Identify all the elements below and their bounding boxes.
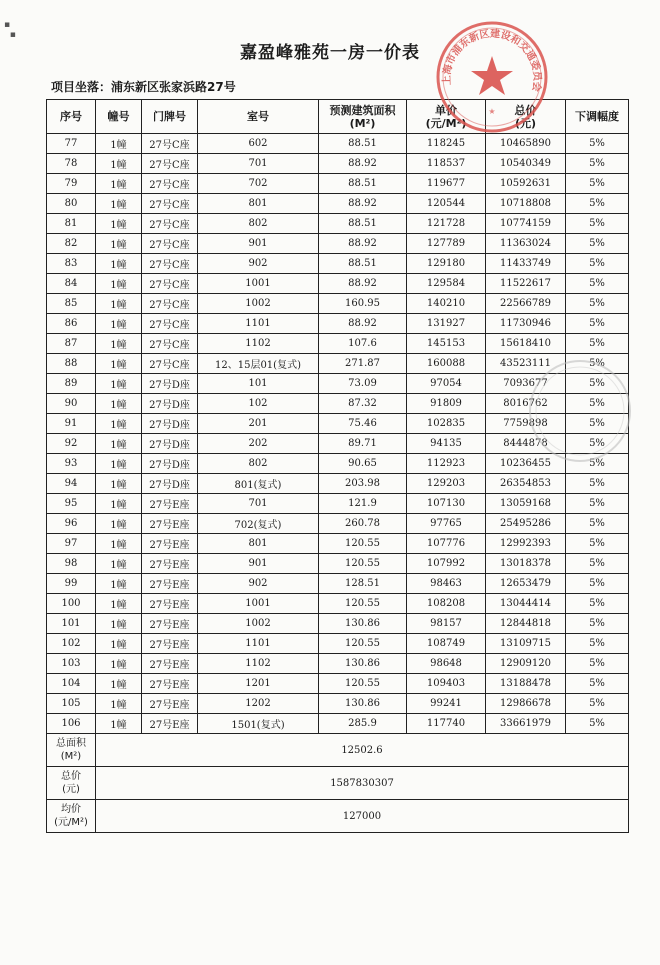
table-row	[47, 234, 629, 254]
discount-cell: 5%	[566, 354, 629, 374]
building-cell: 1幢	[96, 614, 142, 634]
serial-cell: 77	[47, 134, 96, 154]
serial-cell: 95	[47, 494, 96, 514]
serial-cell: 93	[47, 454, 96, 474]
discount-cell: 5%	[566, 394, 629, 414]
svg-text:上海市浦东新区建设和交通委员会: 上海市浦东新区建设和交通委员会	[441, 28, 543, 93]
serial-cell: 87	[47, 334, 96, 354]
unit-price-cell: 112923	[407, 454, 486, 474]
area-cell: 89.71	[319, 434, 407, 454]
serial-cell: 82	[47, 234, 96, 254]
unit-price-cell: 119677	[407, 174, 486, 194]
total-price-cell: 12986678	[486, 694, 566, 714]
table-row	[47, 214, 629, 234]
unit-price-cell: 107776	[407, 534, 486, 554]
serial-cell: 100	[47, 594, 96, 614]
unit-price-cell: 121728	[407, 214, 486, 234]
unit-price-cell: 129584	[407, 274, 486, 294]
door-number-cell: 27号C座	[142, 154, 198, 174]
building-cell: 1幢	[96, 254, 142, 274]
door-number-cell: 27号D座	[142, 454, 198, 474]
discount-cell: 5%	[566, 274, 629, 294]
building-cell: 1幢	[96, 714, 142, 734]
serial-cell: 106	[47, 714, 96, 734]
door-number-cell: 27号E座	[142, 534, 198, 554]
building-cell: 1幢	[96, 514, 142, 534]
room-cell: 902	[198, 574, 319, 594]
total-price-cell: 13109715	[486, 634, 566, 654]
building-cell: 1幢	[96, 554, 142, 574]
total-price-cell: 12992393	[486, 534, 566, 554]
unit-price-cell: 131927	[407, 314, 486, 334]
door-number-cell: 27号D座	[142, 474, 198, 494]
room-cell: 802	[198, 214, 319, 234]
table-row	[47, 254, 629, 274]
area-cell: 120.55	[319, 674, 407, 694]
unit-price-cell: 102835	[407, 414, 486, 434]
area-cell: 107.6	[319, 334, 407, 354]
unit-price-cell: 98648	[407, 654, 486, 674]
room-cell: 102	[198, 394, 319, 414]
building-cell: 1幢	[96, 674, 142, 694]
table-row	[47, 714, 629, 734]
discount-cell: 5%	[566, 674, 629, 694]
door-number-cell: 27号C座	[142, 314, 198, 334]
discount-cell: 5%	[566, 234, 629, 254]
door-number-cell: 27号C座	[142, 174, 198, 194]
area-cell: 88.92	[319, 234, 407, 254]
table-row	[47, 294, 629, 314]
area-cell: 88.92	[319, 194, 407, 214]
official-seal-icon	[433, 18, 551, 136]
serial-cell: 88	[47, 354, 96, 374]
table-row	[47, 534, 629, 554]
table-row	[47, 574, 629, 594]
serial-cell: 84	[47, 274, 96, 294]
table-row	[47, 614, 629, 634]
unit-price-cell: 160088	[407, 354, 486, 374]
door-number-cell: 27号C座	[142, 334, 198, 354]
building-cell: 1幢	[96, 314, 142, 334]
total-price-cell: 11433749	[486, 254, 566, 274]
total-price-cell: 7759898	[486, 414, 566, 434]
door-number-cell: 27号C座	[142, 274, 198, 294]
door-number-cell: 27号D座	[142, 394, 198, 414]
summary-value: 1587830307	[96, 767, 629, 800]
area-cell: 203.98	[319, 474, 407, 494]
area-cell: 130.86	[319, 614, 407, 634]
total-price-cell: 10465890	[486, 134, 566, 154]
area-cell: 88.51	[319, 174, 407, 194]
unit-price-cell: 120544	[407, 194, 486, 214]
table-row	[47, 674, 629, 694]
area-cell: 120.55	[319, 594, 407, 614]
area-cell: 75.46	[319, 414, 407, 434]
room-cell: 802	[198, 454, 319, 474]
unit-price-cell: 109403	[407, 674, 486, 694]
building-cell: 1幢	[96, 454, 142, 474]
building-cell: 1幢	[96, 234, 142, 254]
serial-cell: 104	[47, 674, 96, 694]
unit-price-cell: 129180	[407, 254, 486, 274]
unit-price-cell: 117740	[407, 714, 486, 734]
total-price-cell: 10540349	[486, 154, 566, 174]
door-number-cell: 27号E座	[142, 714, 198, 734]
door-number-cell: 27号E座	[142, 654, 198, 674]
door-number-cell: 27号E座	[142, 574, 198, 594]
room-cell: 602	[198, 134, 319, 154]
unit-price-cell: 97765	[407, 514, 486, 534]
discount-cell: 5%	[566, 654, 629, 674]
unit-price-cell: 107992	[407, 554, 486, 574]
faint-seal-icon	[525, 356, 635, 466]
door-number-cell: 27号C座	[142, 294, 198, 314]
summary-label: 总价 (元)	[47, 767, 96, 800]
door-number-cell: 27号D座	[142, 434, 198, 454]
door-number-cell: 27号E座	[142, 674, 198, 694]
unit-price-cell: 91809	[407, 394, 486, 414]
table-row	[47, 594, 629, 614]
area-cell: 88.92	[319, 154, 407, 174]
column-header: 室号	[198, 100, 319, 134]
area-cell: 120.55	[319, 554, 407, 574]
area-cell: 90.65	[319, 454, 407, 474]
table-row	[47, 474, 629, 494]
area-cell: 88.92	[319, 274, 407, 294]
total-price-cell: 13044414	[486, 594, 566, 614]
table-row	[47, 514, 629, 534]
table-row	[47, 154, 629, 174]
door-number-cell: 27号E座	[142, 634, 198, 654]
total-price-cell: 11522617	[486, 274, 566, 294]
room-cell: 12、15层01(复式)	[198, 354, 319, 374]
building-cell: 1幢	[96, 434, 142, 454]
total-price-cell: 8016762	[486, 394, 566, 414]
discount-cell: 5%	[566, 454, 629, 474]
unit-price-cell: 98157	[407, 614, 486, 634]
total-price-cell: 10592631	[486, 174, 566, 194]
page-title: 嘉盈峰雅苑一房一价表	[240, 43, 420, 63]
building-cell: 1幢	[96, 694, 142, 714]
unit-price-cell: 98463	[407, 574, 486, 594]
building-cell: 1幢	[96, 274, 142, 294]
room-cell: 702	[198, 174, 319, 194]
room-cell: 701	[198, 494, 319, 514]
unit-price-cell: 145153	[407, 334, 486, 354]
unit-price-cell: 108208	[407, 594, 486, 614]
summary-label: 总面积 (M²)	[47, 734, 96, 767]
table-row	[47, 694, 629, 714]
building-cell: 1幢	[96, 574, 142, 594]
total-price-cell: 11363024	[486, 234, 566, 254]
room-cell: 1001	[198, 594, 319, 614]
unit-price-cell: 94135	[407, 434, 486, 454]
summary-row	[47, 800, 629, 833]
room-cell: 801	[198, 534, 319, 554]
table-row	[47, 654, 629, 674]
discount-cell: 5%	[566, 434, 629, 454]
area-cell: 160.95	[319, 294, 407, 314]
discount-cell: 5%	[566, 154, 629, 174]
price-table	[46, 99, 629, 833]
room-cell: 1002	[198, 294, 319, 314]
building-cell: 1幢	[96, 294, 142, 314]
total-price-cell: 43523111	[486, 354, 566, 374]
building-cell: 1幢	[96, 534, 142, 554]
discount-cell: 5%	[566, 474, 629, 494]
table-row	[47, 554, 629, 574]
discount-cell: 5%	[566, 314, 629, 334]
unit-price-cell: 118537	[407, 154, 486, 174]
building-cell: 1幢	[96, 494, 142, 514]
total-price-cell: 13059168	[486, 494, 566, 514]
serial-cell: 99	[47, 574, 96, 594]
door-number-cell: 27号D座	[142, 414, 198, 434]
summary-value: 127000	[96, 800, 629, 833]
total-price-cell: 11730946	[486, 314, 566, 334]
building-cell: 1幢	[96, 154, 142, 174]
table-row	[47, 314, 629, 334]
discount-cell: 5%	[566, 694, 629, 714]
serial-cell: 86	[47, 314, 96, 334]
discount-cell: 5%	[566, 494, 629, 514]
building-cell: 1幢	[96, 334, 142, 354]
serial-cell: 80	[47, 194, 96, 214]
discount-cell: 5%	[566, 194, 629, 214]
column-header: 预测建筑面积 (M²)	[319, 100, 407, 134]
door-number-cell: 27号E座	[142, 514, 198, 534]
area-cell: 120.55	[319, 634, 407, 654]
building-cell: 1幢	[96, 374, 142, 394]
area-cell: 88.51	[319, 134, 407, 154]
room-cell: 101	[198, 374, 319, 394]
serial-cell: 78	[47, 154, 96, 174]
table-row	[47, 274, 629, 294]
discount-cell: 5%	[566, 414, 629, 434]
building-cell: 1幢	[96, 214, 142, 234]
total-price-cell: 7093677	[486, 374, 566, 394]
building-cell: 1幢	[96, 634, 142, 654]
discount-cell: 5%	[566, 534, 629, 554]
total-price-cell: 22566789	[486, 294, 566, 314]
column-header: 序号	[47, 100, 96, 134]
unit-price-cell: 97054	[407, 374, 486, 394]
serial-cell: 102	[47, 634, 96, 654]
column-header: 幢号	[96, 100, 142, 134]
discount-cell: 5%	[566, 714, 629, 734]
discount-cell: 5%	[566, 634, 629, 654]
door-number-cell: 27号D座	[142, 374, 198, 394]
discount-cell: 5%	[566, 294, 629, 314]
unit-price-cell: 107130	[407, 494, 486, 514]
door-number-cell: 27号E座	[142, 614, 198, 634]
summary-row	[47, 734, 629, 767]
serial-cell: 96	[47, 514, 96, 534]
building-cell: 1幢	[96, 394, 142, 414]
room-cell: 202	[198, 434, 319, 454]
total-price-cell: 13018378	[486, 554, 566, 574]
building-cell: 1幢	[96, 354, 142, 374]
column-header: 下调幅度	[566, 100, 629, 134]
building-cell: 1幢	[96, 654, 142, 674]
serial-cell: 101	[47, 614, 96, 634]
discount-cell: 5%	[566, 554, 629, 574]
unit-price-cell: 118245	[407, 134, 486, 154]
room-cell: 201	[198, 414, 319, 434]
serial-cell: 92	[47, 434, 96, 454]
discount-cell: 5%	[566, 574, 629, 594]
discount-cell: 5%	[566, 594, 629, 614]
room-cell: 1201	[198, 674, 319, 694]
area-cell: 285.9	[319, 714, 407, 734]
area-cell: 121.9	[319, 494, 407, 514]
total-price-cell: 12844818	[486, 614, 566, 634]
total-price-cell: 12653479	[486, 574, 566, 594]
serial-cell: 91	[47, 414, 96, 434]
unit-price-cell: 108749	[407, 634, 486, 654]
room-cell: 901	[198, 234, 319, 254]
door-number-cell: 27号E座	[142, 694, 198, 714]
total-price-cell: 10718808	[486, 194, 566, 214]
room-cell: 902	[198, 254, 319, 274]
discount-cell: 5%	[566, 374, 629, 394]
serial-cell: 79	[47, 174, 96, 194]
building-cell: 1幢	[96, 594, 142, 614]
door-number-cell: 27号C座	[142, 254, 198, 274]
scan-specks: ▪ ▪	[4, 20, 16, 40]
serial-cell: 89	[47, 374, 96, 394]
discount-cell: 5%	[566, 214, 629, 234]
unit-price-cell: 140210	[407, 294, 486, 314]
table-row	[47, 634, 629, 654]
building-cell: 1幢	[96, 474, 142, 494]
project-location: 项目坐落：浦东新区张家浜路27号	[51, 80, 236, 94]
room-cell: 801(复式)	[198, 474, 319, 494]
door-number-cell: 27号C座	[142, 234, 198, 254]
table-row	[47, 334, 629, 354]
table-row	[47, 174, 629, 194]
serial-cell: 83	[47, 254, 96, 274]
serial-cell: 105	[47, 694, 96, 714]
summary-label: 均价 (元/M²)	[47, 800, 96, 833]
total-price-cell: 13188478	[486, 674, 566, 694]
area-cell: 120.55	[319, 534, 407, 554]
total-price-cell: 8444878	[486, 434, 566, 454]
discount-cell: 5%	[566, 254, 629, 274]
area-cell: 128.51	[319, 574, 407, 594]
table-row	[47, 494, 629, 514]
discount-cell: 5%	[566, 514, 629, 534]
column-header: 总价 (元)	[486, 100, 566, 134]
room-cell: 1102	[198, 654, 319, 674]
area-cell: 271.87	[319, 354, 407, 374]
table-row	[47, 134, 629, 154]
door-number-cell: 27号C座	[142, 214, 198, 234]
area-cell: 73.09	[319, 374, 407, 394]
door-number-cell: 27号C座	[142, 194, 198, 214]
area-cell: 87.32	[319, 394, 407, 414]
room-cell: 1101	[198, 314, 319, 334]
door-number-cell: 27号C座	[142, 354, 198, 374]
area-cell: 88.51	[319, 214, 407, 234]
total-price-cell: 10774159	[486, 214, 566, 234]
total-price-cell: 12909120	[486, 654, 566, 674]
area-cell: 88.92	[319, 314, 407, 334]
summary-value: 12502.6	[96, 734, 629, 767]
summary-row	[47, 767, 629, 800]
column-header: 单价 (元/M²)	[407, 100, 486, 134]
unit-price-cell: 127789	[407, 234, 486, 254]
area-cell: 260.78	[319, 514, 407, 534]
serial-cell: 85	[47, 294, 96, 314]
building-cell: 1幢	[96, 134, 142, 154]
room-cell: 1101	[198, 634, 319, 654]
discount-cell: 5%	[566, 134, 629, 154]
door-number-cell: 27号C座	[142, 134, 198, 154]
building-cell: 1幢	[96, 174, 142, 194]
serial-cell: 98	[47, 554, 96, 574]
total-price-cell: 15618410	[486, 334, 566, 354]
serial-cell: 94	[47, 474, 96, 494]
discount-cell: 5%	[566, 614, 629, 634]
room-cell: 1501(复式)	[198, 714, 319, 734]
room-cell: 1002	[198, 614, 319, 634]
door-number-cell: 27号E座	[142, 494, 198, 514]
serial-cell: 81	[47, 214, 96, 234]
svg-text:★: ★	[488, 107, 496, 116]
area-cell: 88.51	[319, 254, 407, 274]
unit-price-cell: 129203	[407, 474, 486, 494]
room-cell: 901	[198, 554, 319, 574]
total-price-cell: 26354853	[486, 474, 566, 494]
unit-price-cell: 99241	[407, 694, 486, 714]
discount-cell: 5%	[566, 174, 629, 194]
serial-cell: 90	[47, 394, 96, 414]
total-price-cell: 25495286	[486, 514, 566, 534]
building-cell: 1幢	[96, 194, 142, 214]
room-cell: 702(复式)	[198, 514, 319, 534]
total-price-cell: 33661979	[486, 714, 566, 734]
total-price-cell: 10236455	[486, 454, 566, 474]
area-cell: 130.86	[319, 654, 407, 674]
table-body	[47, 134, 629, 833]
table-row	[47, 194, 629, 214]
room-cell: 701	[198, 154, 319, 174]
area-cell: 130.86	[319, 694, 407, 714]
room-cell: 801	[198, 194, 319, 214]
building-cell: 1幢	[96, 414, 142, 434]
discount-cell: 5%	[566, 334, 629, 354]
room-cell: 1202	[198, 694, 319, 714]
room-cell: 1001	[198, 274, 319, 294]
room-cell: 1102	[198, 334, 319, 354]
column-header: 门牌号	[142, 100, 198, 134]
serial-cell: 97	[47, 534, 96, 554]
door-number-cell: 27号E座	[142, 594, 198, 614]
door-number-cell: 27号E座	[142, 554, 198, 574]
serial-cell: 103	[47, 654, 96, 674]
